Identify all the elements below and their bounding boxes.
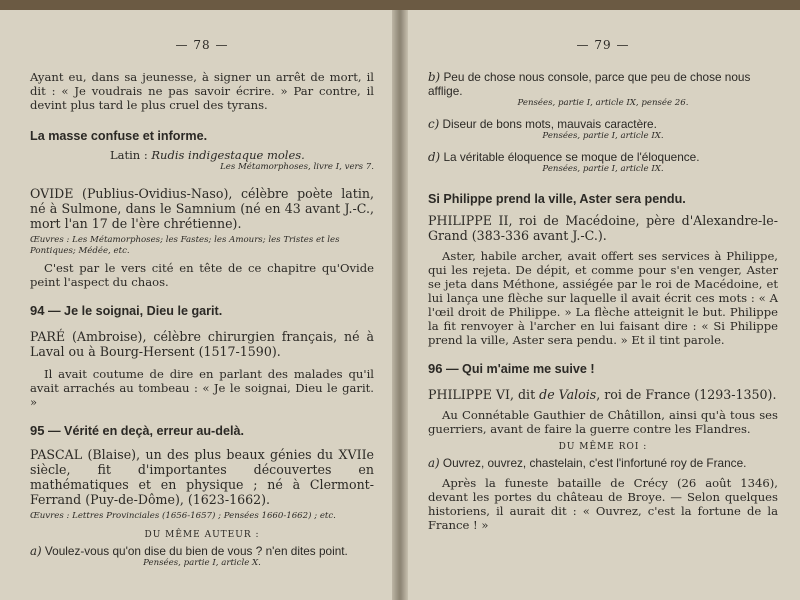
author-ovide: [30, 186, 374, 231]
book-gutter: [392, 10, 408, 600]
pare-paragraph: Il avait coutume de dire en parlant des malades qu'il avait arrachés au tombeau : « Je le soignai, Dieu le garit. »: [30, 367, 374, 409]
right-page: [402, 10, 800, 600]
latin-prefix: Latin :: [110, 148, 152, 162]
page-number: — 79 —: [576, 38, 630, 52]
item-reference: Pensées, partie I, article X.: [143, 558, 261, 568]
author-name: PHILIPPE VI: [428, 387, 510, 402]
author-bio: , célèbre chirurgien français, né à Laval ou à Bourg-Hersent (1517-1590).: [30, 329, 375, 359]
author-bio: , roi de France (1293-1350).: [596, 387, 777, 402]
author-dit: , dit: [509, 387, 540, 402]
item-text: Voulez-vous qu'on dise du bien de vous ? n'en dites point.: [44, 544, 348, 558]
item-label: a): [30, 544, 42, 558]
entry-95-heading: [30, 423, 374, 439]
item-label: a): [428, 456, 440, 470]
entry-title: — Je le soignai, Dieu le garit.: [44, 304, 223, 318]
quote-item-a: [30, 544, 374, 558]
section-heading: Si Philippe prend la ville, Aster sera pendu.: [428, 192, 686, 206]
item-text: Peu de chose nous console, parce que peu de chose nous afflige.: [428, 70, 751, 98]
item-label: c): [428, 117, 440, 131]
ovide-paragraph: C'est par le vers cité en tête de ce chapitre qu'Ovide peint l'aspect du chaos.: [30, 261, 374, 289]
author-name: PHILIPPE II: [428, 213, 509, 228]
author-pascal: [30, 447, 374, 507]
author-name: PARÉ (Ambroise): [30, 329, 143, 344]
entry-number: 94: [30, 303, 45, 318]
entry-96-heading: [428, 361, 778, 377]
author-bio: , un des plus beaux génies du XVIIe siècle, fit d'importantes découvertes en mathématiques et en physique ; né à Clermont-Ferrand (Puy-de-Dôme), (1623-1662).: [30, 447, 374, 507]
author-bio: , roi de Macédoine, père d'Alexandre-le-Grand (383-336 avant J.-C.).: [428, 213, 778, 243]
section-heading: La masse confuse et informe.: [30, 129, 208, 143]
same-author-subheading: DU MÊME AUTEUR :: [144, 530, 260, 540]
latin-quote: Rudis indigestaque moles.: [151, 148, 305, 162]
quote-item-a: [428, 456, 778, 470]
quote-item-b: [428, 70, 778, 98]
item-text: La véritable éloquence se moque de l'éloquence.: [443, 150, 700, 164]
chatillon-paragraph: Au Connétable Gauthier de Châtillon, ainsi qu'à tous ses guerriers, avant de faire la guerre contre les Flandres.: [428, 408, 778, 436]
works-list: Œuvres : Les Métamorphoses; les Fastes; les Amours; les Tristes et les Pontiques; Médée, etc.: [30, 235, 340, 256]
page-number: — 78 —: [175, 38, 229, 52]
author-philippe-vi: [428, 387, 778, 402]
entry-94-heading: [30, 303, 374, 319]
item-label: d): [428, 150, 441, 164]
author-name: PASCAL (Blaise): [30, 447, 137, 462]
item-reference: Pensées, partie I, article IX.: [542, 164, 664, 174]
quote-item-d: [428, 150, 778, 164]
entry-title: — Qui m'aime me suive !: [442, 362, 595, 376]
item-label: b): [428, 70, 441, 84]
item-text: Ouvrez, ouvrez, chastelain, c'est l'infortuné roy de France.: [442, 456, 747, 470]
left-page: [0, 10, 398, 600]
author-name: OVIDE (Publius-Ovidius-Naso): [30, 186, 229, 201]
latin-quote-line: [30, 148, 374, 162]
crecy-paragraph: Après la funeste bataille de Crécy (26 août 1346), devant les portes du château de Broye. — Selon quelques historiens, il aurait dit : « Ouvrez, c'est la fortune de la France ! »: [428, 476, 778, 532]
same-king-subheading: DU MÊME ROI :: [558, 442, 648, 452]
intro-paragraph: Ayant eu, dans sa jeunesse, à signer un arrêt de mort, il dit : « Je voudrais ne pas savoir écrire. » Par contre, il devint plus tard le plus cruel des tyrans.: [30, 70, 374, 112]
item-text: Diseur de bons mots, mauvais caractère.: [442, 117, 657, 131]
item-reference: Pensées, partie I, article IX, pensée 26.: [517, 98, 689, 108]
author-philippe-ii: [428, 213, 778, 243]
entry-number: 95: [30, 423, 45, 438]
author-epithet: de Valois: [539, 387, 597, 402]
author-bio: , célèbre poète latin, né à Sulmone, dans le Samnium (né en 43 avant J.-C., mort l'an 17 de l'ère chrétienne).: [30, 186, 374, 231]
works-list: Œuvres : Lettres Provinciales (1656-1657) ; Pensées 1660-1662) ; etc.: [30, 511, 336, 521]
author-pare: [30, 329, 374, 359]
entry-title: — Vérité en deçà, erreur au-delà.: [44, 424, 244, 438]
quote-item-c: [428, 117, 778, 131]
entry-number: 96: [428, 361, 443, 376]
aster-paragraph: Aster, habile archer, avait offert ses services à Philippe, qui les rejeta. De dépit, et comme pour s'en venger, Aster se jeta dans Méthone, assiégée par le roi de Macédoine, et lui lança une flèche sur laquelle il avait écrit ces mots : « A l'œil droit de Philippe. » La flèche atteignit le but. Philippe la fit renvoyer à l'archer en lui faisant dire : « Si Philippe prend la ville, Aster sera pendu. » Et il tint parole.: [428, 249, 778, 347]
item-reference: Pensées, partie I, article IX.: [542, 131, 664, 141]
latin-reference: Les Métamorphoses, livre I, vers 7.: [220, 162, 374, 172]
